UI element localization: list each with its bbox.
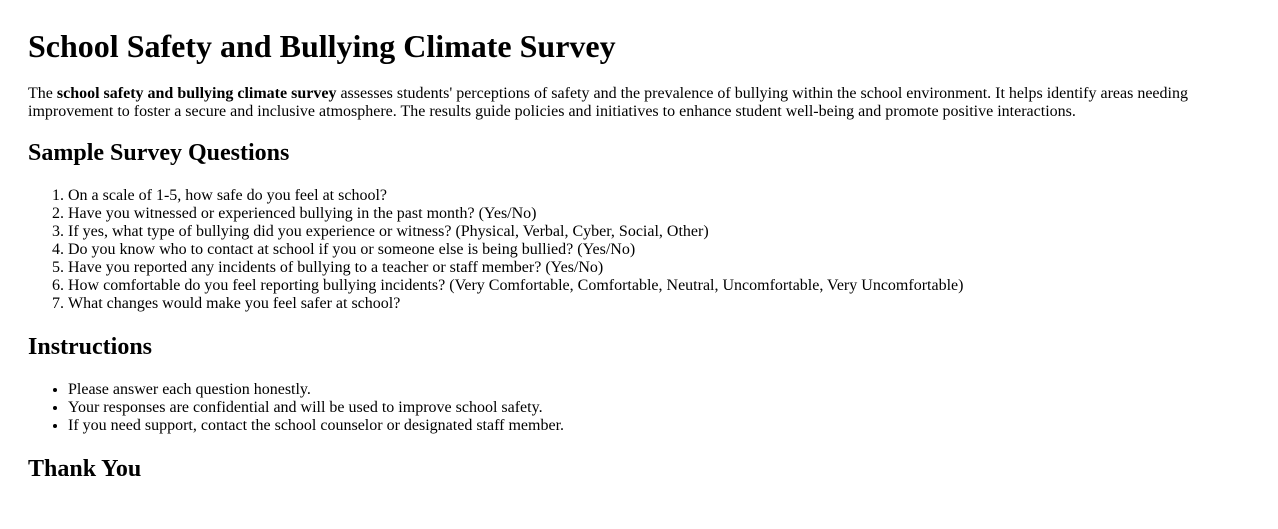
intro-suffix: assesses students' perceptions of safety and the prevalence of bullying within the school environment. It helps identify areas needing improvement to foster a secure and inclusive atmosphere. The results guide policies and initiatives to enhance student well-being and promote positive interactions. [28, 85, 1188, 120]
intro-prefix: The [28, 85, 57, 102]
question-item: 5. Have you reported any incidents of bullying to a teacher or staff member? (Yes/No) [68, 259, 1258, 277]
instruction-item: • Please answer each question honestly. [68, 381, 1258, 399]
question-item: 1. On a scale of 1-5, how safe do you feel at school? [68, 187, 1258, 205]
page-title: School Safety and Bullying Climate Survey [28, 28, 616, 64]
document-page [0, 28, 1278, 483]
questions-heading: Sample Survey Questions [28, 140, 290, 166]
question-item: 2. Have you witnessed or experienced bullying in the past month? (Yes/No) [68, 205, 1258, 223]
intro-bold-term: school safety and bullying climate survey [56, 85, 337, 102]
question-item: 7. What changes would make you feel safer at school? [68, 295, 1258, 313]
questions-list [28, 187, 1258, 313]
instruction-item: • Your responses are confidential and will be used to improve school safety. [68, 399, 1258, 417]
question-item: 6. How comfortable do you feel reporting bullying incidents? (Very Comfortable, Comfortable, Neutral, Uncomfortable, Very Uncomfortable) [68, 277, 1258, 295]
instructions-heading: Instructions [28, 334, 153, 360]
intro-paragraph [28, 85, 1258, 121]
instructions-list [28, 381, 1258, 435]
instruction-item: • If you need support, contact the school counselor or designated staff member. [68, 417, 1258, 435]
question-item: 4. Do you know who to contact at school if you or someone else is being bullied? (Yes/No) [68, 241, 1258, 259]
question-item: 3. If yes, what type of bullying did you experience or witness? (Physical, Verbal, Cyber, Social, Other) [68, 223, 1258, 241]
thank-you-heading: Thank You [28, 456, 142, 482]
